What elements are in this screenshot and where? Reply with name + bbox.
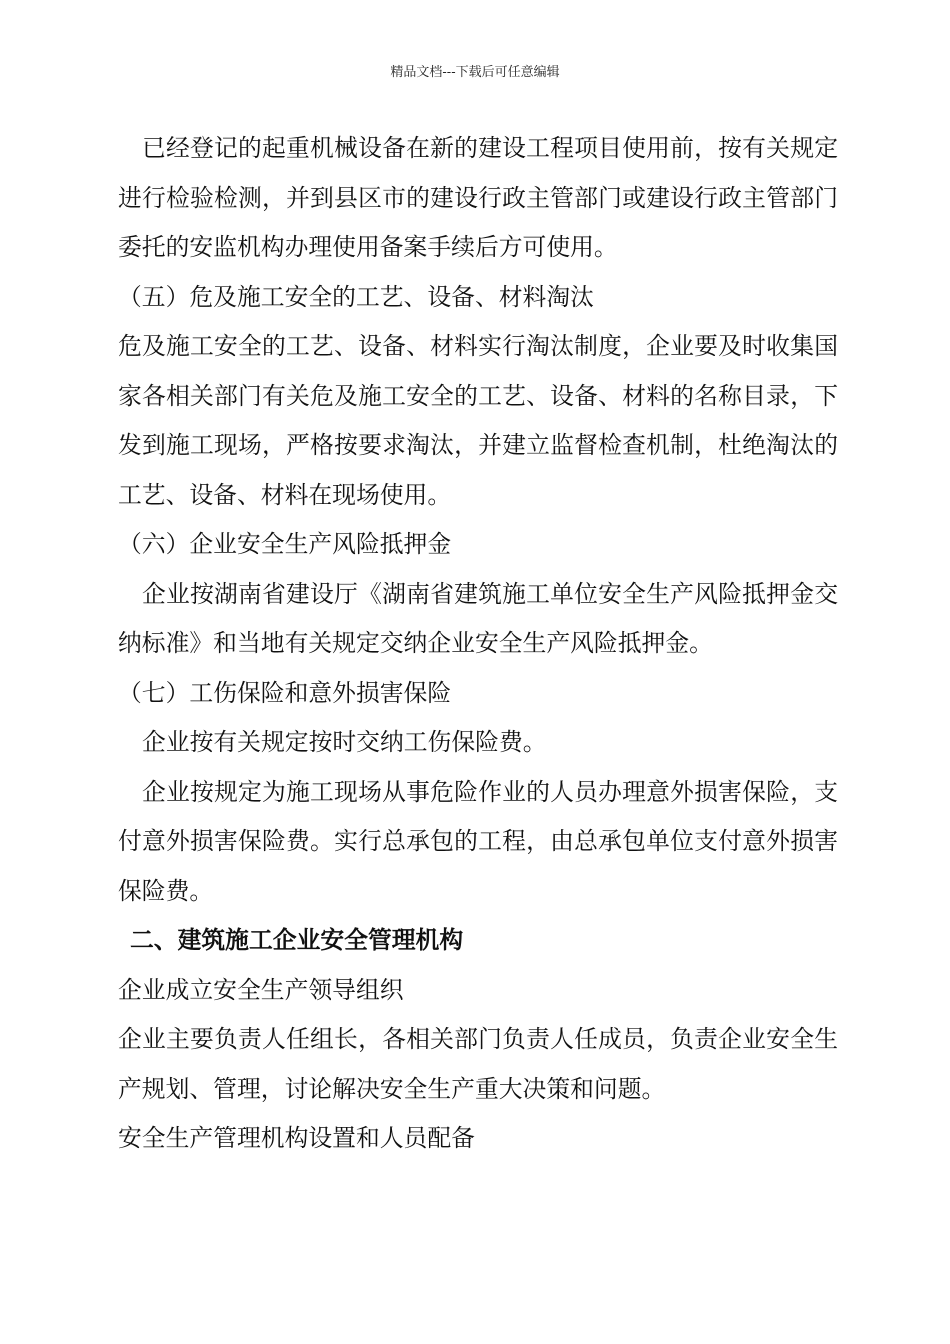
text-line: 已经登记的起重机械设备在新的建设工程项目使用前，按有关规定	[142, 134, 838, 162]
text-line: 企业主要负责人任组长，各相关部门负责人任成员，负责企业安全生	[118, 1025, 838, 1053]
text-line: 进行检验检测，并到县区市的建设行政主管部门或建设行政主管部门	[118, 183, 838, 212]
text-line: 企业按规定为施工现场从事危险作业的人员办理意外损害保险，支	[142, 777, 838, 806]
text-line: 企业按湖南省建设厅《湖南省建筑施工单位安全生产风险抵押金交	[142, 579, 838, 608]
text-line: 危及施工安全的工艺、设备、材料实行淘汰制度，企业要及时收集国	[118, 332, 838, 360]
text-line: 家各相关部门有关危及施工安全的工艺、设备、材料的名称目录，下	[118, 381, 838, 410]
text-line: 工艺、设备、材料在现场使用。	[118, 480, 452, 509]
section-heading: （七）工伤保险和意外损害保险	[118, 678, 452, 707]
subsection-heading: 企业成立安全生产领导组织	[118, 975, 404, 1004]
section-heading: （五）危及施工安全的工艺、设备、材料淘汰	[118, 282, 594, 311]
page-header: 精品文档---下载后可任意编辑	[390, 65, 560, 80]
text-line: 产规划、管理，讨论解决安全生产重大决策和问题。	[118, 1074, 666, 1103]
section-heading: （六）企业安全生产风险抵押金	[118, 530, 452, 558]
text-line: 保险费。	[118, 876, 214, 905]
document-body	[118, 124, 838, 1164]
text-line: 付意外损害保险费。实行总承包的工程，由总承包单位支付意外损害	[118, 827, 838, 855]
text-line: 纳标准》和当地有关规定交纳企业安全生产风险抵押金。	[118, 629, 713, 657]
text-line: 发到施工现场，严格按要求淘汰，并建立监督检查机制，杜绝淘汰的	[118, 431, 838, 459]
text-line: 委托的安监机构办理使用备案手续后方可使用。	[118, 233, 618, 261]
subsection-heading: 安全生产管理机构设置和人员配备	[118, 1124, 475, 1152]
chapter-heading: 二、建筑施工企业安全管理机构	[130, 926, 464, 954]
text-line: 企业按有关规定按时交纳工伤保险费。	[142, 728, 547, 756]
